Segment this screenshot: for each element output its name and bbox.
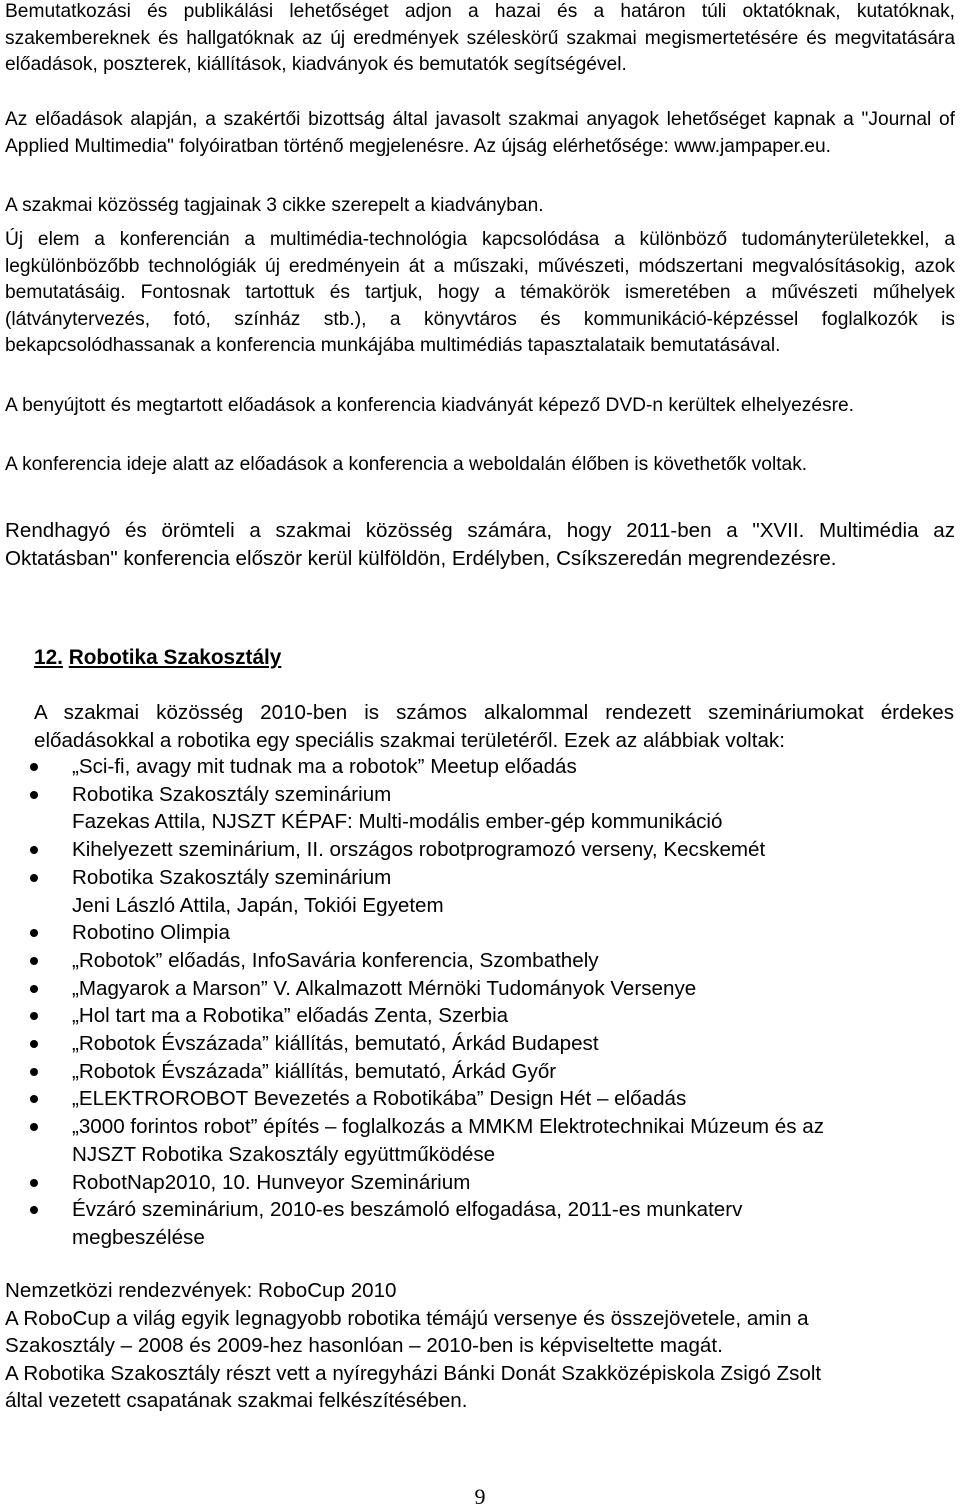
list-item-text: „3000 forintos robot” építés – foglalkozás a MMKM Elektrotechnikai Múzeum és az bbox=[72, 1115, 825, 1139]
list-item-text: „Robotok Évszázada” kiállítás, bemutató, Árkád Győr bbox=[72, 1059, 557, 1083]
list-item-text: „Magyarok a Marson” V. Alkalmazott Mérnöki Tudományok Versenye bbox=[72, 976, 697, 1000]
list-item-text: Kihelyezett szeminárium, II. országos robotprogramozó verseny, Kecskemét bbox=[72, 838, 766, 862]
list-item-subtext: Fazekas Attila, NJSZT KÉPAF: Multi-modális ember-gép kommunikáció bbox=[72, 810, 723, 834]
paragraph-journal bbox=[5, 107, 955, 160]
bullet-icon bbox=[30, 1095, 38, 1103]
international-line-2: Szakosztály – 2008 és 2009-hez hasonlóan – 2010-ben is képviseltette magát. bbox=[5, 1334, 723, 1357]
list-item bbox=[30, 864, 930, 919]
list-item-text: Robotino Olimpia bbox=[72, 921, 230, 945]
list-item bbox=[30, 1058, 930, 1086]
list-item bbox=[30, 919, 930, 947]
list-item-text: „ELEKTROROBOT Bevezetés a Robotikába” Design Hét – előadás bbox=[72, 1087, 687, 1111]
list-item bbox=[30, 975, 930, 1003]
bullet-icon bbox=[30, 1040, 38, 1048]
list-item bbox=[30, 1085, 930, 1113]
list-item bbox=[30, 1196, 930, 1251]
list-item bbox=[30, 781, 930, 836]
journal-link[interactable]: www.jampaper.eu bbox=[674, 135, 826, 157]
list-item-text: RobotNap2010, 10. Hunveyor Szeminárium bbox=[72, 1170, 471, 1194]
journal-text-end: . bbox=[825, 135, 831, 157]
section-intro: A szakmai közösség 2010-ben is számos alkalommal rendezett szemináriumokat érdekes előadásokkal a robotika egy speciális szakmai területéről. Ezek az alábbiak voltak: bbox=[34, 701, 954, 752]
paragraph-dvd: A benyújtott és megtartott előadások a konferencia kiadványát képező DVD-n kerültek elhelyezésre. bbox=[5, 395, 854, 416]
international-line-1: A RoboCup a világ egyik legnagyobb robotika témájú versenye és összejövetele, amin a bbox=[5, 1306, 809, 1330]
list-item-subtext: NJSZT Robotika Szakosztály együttműködése bbox=[72, 1142, 496, 1166]
section-heading bbox=[34, 644, 281, 672]
list-item-text: Robotika Szakosztály szeminárium bbox=[72, 782, 392, 806]
list-item-text: „Robotok” előadás, InfoSavária konferencia, Szombathely bbox=[72, 948, 599, 972]
bullet-icon bbox=[30, 985, 38, 993]
bullet-icon bbox=[30, 1012, 38, 1020]
international-block bbox=[5, 1277, 955, 1415]
list-item bbox=[30, 1030, 930, 1058]
bullet-icon bbox=[30, 846, 38, 854]
section-title: Robotika Szakosztály bbox=[68, 646, 282, 669]
paragraph-new-element: Új elem a konferencián a multimédia-technológia kapcsolódása a különböző tudományterületekkel, a legkülönbözőbb technológiák új eredményein át a műszaki, művészeti, módszertani megvalósításokig, azok bemutatásáig. Fontosnak tartottuk és tartjuk, hogy a témakörök ismeretében a művészeti műhelyek (látványtervezés, fotó, színház stb.), a könyvtáros és kommunikáció-képzéssel foglalkozók is bekapcsolódhassanak a konferencia munkájába multimédiás tapasztalataik bemutatásával. bbox=[5, 229, 955, 357]
paragraph-intro: Bemutatkozási és publikálási lehetőséget adjon a hazai és a határon túli oktatóknak, kutatóknak, szakembereknek és hallgatóknak az új eredmények széleskörű szakmai megismertetésére és megvitatására előadások, poszterek, kiállítások, kiadványok és bemutatók segítségével. bbox=[5, 1, 955, 76]
list-item bbox=[30, 836, 930, 864]
list-item-text: Robotika Szakosztály szeminárium bbox=[72, 865, 392, 889]
paragraph-live: A konferencia ideje alatt az előadások a konferencia a weboldalán élőben is követhetők voltak. bbox=[5, 454, 808, 475]
bullet-icon bbox=[30, 1179, 38, 1187]
bullet-icon bbox=[30, 763, 38, 771]
bullet-icon bbox=[30, 791, 38, 799]
list-item-subtext: Jeni László Attila, Japán, Tokiói Egyetem bbox=[72, 893, 444, 917]
international-heading: Nemzetközi rendezvények: RoboCup 2010 bbox=[5, 1279, 397, 1302]
international-line-4: által vezetett csapatának szakmai felkészítésében. bbox=[5, 1389, 468, 1412]
page-number: 9 bbox=[474, 1484, 486, 1509]
bullet-icon bbox=[30, 957, 38, 965]
bullet-icon bbox=[30, 1068, 38, 1076]
list-item-text: „Sci-fi, avagy mit tudnak ma a robotok” Meetup előadás bbox=[72, 755, 577, 778]
list-item bbox=[30, 1002, 930, 1030]
bullet-icon bbox=[30, 929, 38, 937]
section-number: 12. bbox=[34, 646, 63, 669]
international-line-3: A Robotika Szakosztály részt vett a nyíregyházi Bánki Donát Szakközépiskola Zsigó Zsolt bbox=[5, 1361, 822, 1385]
list-item bbox=[30, 947, 930, 975]
events-list bbox=[30, 753, 930, 1252]
list-item-text: „Robotok Évszázada” kiállítás, bemutató, Árkád Budapest bbox=[72, 1032, 599, 1056]
list-item bbox=[30, 1169, 930, 1197]
list-item-text: „Hol tart ma a Robotika” előadás Zenta, Szerbia bbox=[72, 1004, 509, 1028]
list-item-subtext: megbeszélése bbox=[72, 1225, 205, 1249]
journal-text: Az előadások alapján, a szakértői bizottság által javasolt szakmai anyagok lehetőséget kapnak a "Journal of Applied Multimedia" folyóiratban történő megjelenésre. Az újság elérhetősége: bbox=[5, 109, 955, 157]
bullet-icon bbox=[30, 1206, 38, 1214]
paragraph-csikszereda: Rendhagyó és örömteli a szakmai közösség számára, hogy 2011-ben a "XVII. Multimédia az Oktatásban" konferencia először kerül külföldön, Erdélyben, Csíkszeredán megrendezésre. bbox=[5, 519, 955, 570]
list-item bbox=[30, 1113, 930, 1168]
bullet-icon bbox=[30, 1123, 38, 1131]
bullet-icon bbox=[30, 874, 38, 882]
list-item-text: Évzáró szeminárium, 2010-es beszámoló elfogadása, 2011-es munkaterv bbox=[72, 1198, 743, 1222]
paragraph-articles: A szakmai közösség tagjainak 3 cikke szerepelt a kiadványban. bbox=[5, 195, 544, 216]
list-item bbox=[30, 753, 930, 781]
